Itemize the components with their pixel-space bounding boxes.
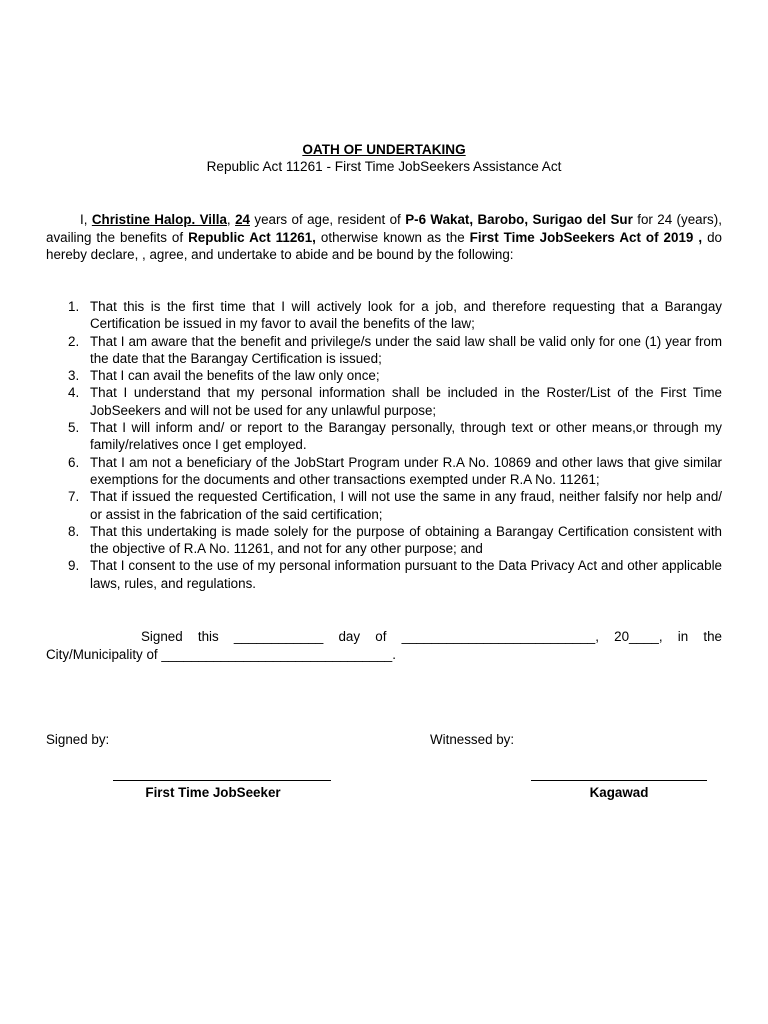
list-item: 9. That I consent to the use of my personal information pursuant to the Data Privacy Act and other applicable laws, rules, and regulations.	[68, 558, 722, 591]
list-item: 3. That I can avail the benefits of the law only once;	[68, 368, 380, 384]
list-item: 6. That I am not a beneficiary of the JobStart Program under R.A No. 10869 and other laws that give similar exemptions for the documents and other transactions exempted under R.A No. 11261;	[68, 454, 722, 487]
signed-by-label: Signed by:	[46, 732, 110, 747]
declarant-age: 24	[235, 212, 250, 227]
list-item: 5. That I will inform and/ or report to the Barangay personally, through text or other means,or through my family/relatives once I get employed.	[68, 420, 722, 453]
list-item: 2. That I am aware that the benefit and privilege/s under the said law shall be valid only for one (1) year from the date that the Barangay Certification is issued;	[68, 333, 722, 366]
declarant-name: Christine Halop. Villa	[91, 212, 227, 227]
list-item: 4. That I understand that my personal information shall be included in the Roster/List of the First Time JobSeekers and will not be used for any unlawful purpose;	[68, 385, 722, 418]
document-title: OATH OF UNDERTAKING	[302, 142, 466, 157]
list-item: 7. That if issued the requested Certification, I will not use the same in any fraud, neither falsify nor help and/ or assist in the fabrication of the said certification;	[68, 489, 722, 522]
signatory-caption: First Time JobSeeker	[145, 785, 281, 800]
act-name: First Time JobSeekers Act of 2019 ,	[469, 229, 703, 245]
intro-prefix: I,	[80, 212, 88, 227]
act-number: Republic Act 11261,	[188, 229, 316, 245]
list-item: 8. That this undertaking is made solely for the purpose of obtaining a Barangay Certification consistent with the objective of R.A No. 11261, and not for any other purpose; and	[68, 523, 722, 557]
signed-date-line: Signed this ____________ day of __________________________, 20____, in the City/Municipality of _______________________________.	[46, 629, 722, 662]
list-item: 1. That this is the first time that I will actively look for a job, and therefore requesting that a Barangay Certification be issued in my favor to avail the benefits of the law;	[68, 299, 722, 332]
document-subtitle: Republic Act 11261 - First Time JobSeekers Assistance Act	[206, 159, 562, 174]
witness-caption: Kagawad	[589, 785, 649, 800]
intro-paragraph: I, Christine Halop. Villa, 24 years of age, resident of P-6 Wakat, Barobo, Surigao del Sur for 24 (years), availing the benefits of Republic Act 11261, otherwise known as the First Time JobSeekers Act of 2019 , do hereby declare, , agree, and undertake to abide and be bound by the following:	[46, 212, 722, 262]
witnessed-by-label: Witnessed by:	[430, 732, 515, 747]
declarant-address: P-6 Wakat, Barobo, Surigao del Sur	[405, 212, 633, 227]
signatory-signature-line	[113, 780, 331, 781]
witness-signature-line	[531, 780, 707, 781]
undertaking-list	[46, 298, 722, 592]
